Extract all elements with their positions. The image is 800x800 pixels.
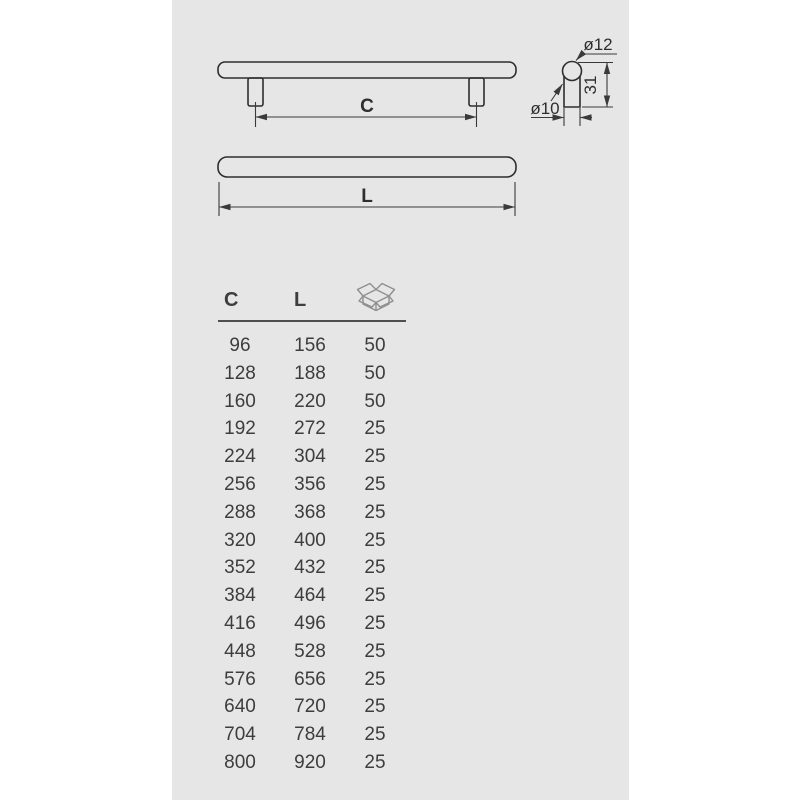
cell-l: 464 xyxy=(294,585,326,607)
table-row xyxy=(218,666,410,694)
table-row xyxy=(218,388,410,416)
leader-line xyxy=(576,54,582,61)
cell-c: 448 xyxy=(224,640,256,662)
cell-c: 384 xyxy=(224,585,256,607)
table-row xyxy=(218,332,410,360)
cell-qty: 25 xyxy=(364,418,386,440)
cell-l: 528 xyxy=(294,640,326,662)
dimension-label-c: C xyxy=(360,96,374,117)
table-row xyxy=(218,721,410,749)
mounting-post-left xyxy=(248,78,263,106)
cell-qty: 25 xyxy=(364,585,386,607)
cell-qty: 25 xyxy=(364,640,386,662)
cell-l: 720 xyxy=(294,696,326,718)
handle-bar-outline xyxy=(218,157,516,177)
cell-c: 640 xyxy=(224,696,256,718)
header-l: L xyxy=(294,289,307,311)
table-row xyxy=(218,443,410,471)
dimension-label-post-diameter: ø10 xyxy=(530,99,560,118)
box-icon xyxy=(356,281,396,315)
technical-drawing xyxy=(0,0,800,250)
cell-qty: 25 xyxy=(364,557,386,579)
cell-qty: 25 xyxy=(364,473,386,495)
cell-qty: 50 xyxy=(364,362,386,384)
table-header-rule xyxy=(218,320,406,322)
cell-l: 272 xyxy=(294,418,326,440)
header-c: C xyxy=(224,289,239,311)
cell-c: 576 xyxy=(224,668,256,690)
table-row xyxy=(218,415,410,443)
cell-c: 320 xyxy=(224,529,256,551)
size-table xyxy=(218,280,410,777)
table-row xyxy=(218,499,410,527)
handle-length-view xyxy=(218,157,516,216)
table-row xyxy=(218,749,410,777)
bar-section-circle xyxy=(563,62,582,81)
cell-l: 656 xyxy=(294,668,326,690)
cell-c: 96 xyxy=(229,335,251,356)
mounting-post-right xyxy=(469,78,484,106)
cell-l: 400 xyxy=(294,529,326,551)
cell-qty: 50 xyxy=(364,390,386,412)
table-row xyxy=(218,471,410,499)
cell-l: 368 xyxy=(294,501,326,523)
cell-qty: 25 xyxy=(364,446,386,468)
cell-qty: 25 xyxy=(364,612,386,634)
cell-l: 784 xyxy=(294,724,326,746)
table-row xyxy=(218,527,410,555)
cell-l: 432 xyxy=(294,557,326,579)
size-table-rows xyxy=(218,332,410,777)
cell-l: 220 xyxy=(294,390,326,412)
cell-c: 352 xyxy=(224,557,256,579)
handle-front-view xyxy=(218,62,516,127)
cell-qty: 25 xyxy=(364,501,386,523)
dimension-label-l: L xyxy=(361,186,373,207)
cell-c: 800 xyxy=(224,751,256,773)
table-row xyxy=(218,610,410,638)
table-row xyxy=(218,554,410,582)
cell-c: 288 xyxy=(224,501,256,523)
cell-c: 128 xyxy=(224,362,256,384)
cell-l: 356 xyxy=(294,473,326,495)
table-row xyxy=(218,693,410,721)
cell-c: 192 xyxy=(224,418,256,440)
cell-c: 256 xyxy=(224,473,256,495)
handle-bar-outline xyxy=(218,62,516,78)
cell-c: 160 xyxy=(224,390,256,412)
cell-l: 304 xyxy=(294,446,326,468)
cell-qty: 50 xyxy=(364,335,386,356)
table-row xyxy=(218,360,410,388)
cell-l: 920 xyxy=(294,751,326,773)
size-table-header xyxy=(218,280,410,320)
cell-qty: 25 xyxy=(364,529,386,551)
cell-l: 496 xyxy=(294,612,326,634)
cell-l: 156 xyxy=(294,335,326,356)
cell-qty: 25 xyxy=(364,751,386,773)
table-row xyxy=(218,638,410,666)
cell-qty: 25 xyxy=(364,696,386,718)
dimension-label-bar-diameter: ø12 xyxy=(583,35,613,54)
cell-c: 224 xyxy=(224,446,256,468)
table-row xyxy=(218,582,410,610)
handle-cross-section xyxy=(530,35,617,126)
cell-c: 416 xyxy=(224,612,256,634)
cell-c: 704 xyxy=(224,724,256,746)
cell-qty: 25 xyxy=(364,724,386,746)
dimension-label-height: 31 xyxy=(581,75,600,95)
cell-qty: 25 xyxy=(364,668,386,690)
cell-l: 188 xyxy=(294,362,326,384)
